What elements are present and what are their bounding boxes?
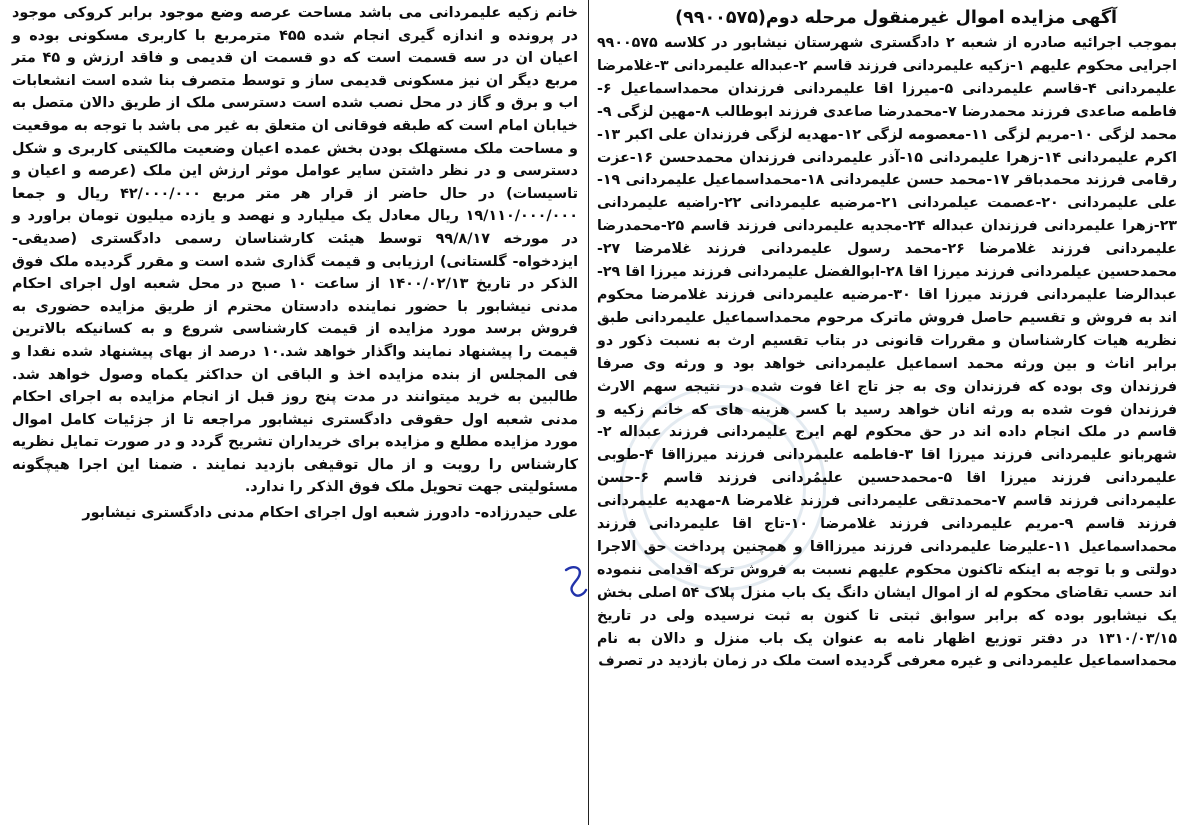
left-column [0,0,588,600]
handwritten-signature-mark [560,560,590,600]
notice-body-part-1: بموجب اجرائیه صادره از شعبه ۲ دادگستری شهرستان نیشابور در کلاسه ۹۹۰۰۵۷۵ اجرایی محکوم علیهم ۱-زکیه علیمردانی فرزند قاسم ۲-عبداله علیمردانی ۳-غلامرضا علیمردانی ۴-قاسم علیمردانی ۵-میرزا اقا علیمردانی فرزندان محمداسماعیل ۶-فاطمه صاعدی فرزند محمدرضا ۷-محمدرضا صاعدی فرزند ابوطالب ۸-مهین لزگی ۹-محمد لزگی ۱۰-مریم لزگی ۱۱-معصومه لزگی ۱۲-مهدیه لزگی فرزندان علی اکبر ۱۳-اکرم علیمردانی ۱۴-زهرا علیمردانی ۱۵-آذر علیمردانی فرزندان محمدحسن ۱۶-عزت رقامی فرزند محمدباقر ۱۷-محمد حسن علیمردانی ۱۸-محمداسماعیل علیمردانی ۱۹-علی علیمردانی ۲۰-عصمت عیلمردانی ۲۱-مرضیه علیمردانی ۲۲-راضیه علیمردانی ۲۳-زهرا علیمردانی فرزندان عبداله ۲۴-مجدیه علیمردانی فرزند قاسم ۲۵-محمدرضا علیمردانی فرزند غلامرضا ۲۶-محمد رسول علیمردانی فرزند غلامرضا ۲۷-محمدحسین عیلمردانی فرزند میرزا اقا ۲۸-ابوالفضل علیمردانی فرزند میرزا اقا ۲۹-عبدالرضا علیمردانی فرزند میرزا اقا ۳۰-مرضیه علیمردانی فرزند غلامرضا محکوم اند به فروش و تقسیم حاصل فروش ماترک مرحوم محمداسماعیل علیمردانی طبق نظریه هیات کارشناسان و مقررات قانونی در بتاب تقسیم ارث به نسبت ذکور دو برابر اناث و بین ورثه محمد اسماعیل علیمردانی خواهد بود و ورثه وی صرفا فرزندان وی بوده که فرزندان وی به جز تاج اغا فوت شده در نتیجه سهم الارث فرزندان فوت شده به ورثه انان خواهد رسید با کسر هزینه های که خانم زکیه و قاسم در ملک انجام داده اند در حق محکوم لهم ایرج علیمردانی فرزند عبداله ۲-شهربانو علیمردانی فرزند میرزا اقا ۳-فاطمه علیمردانی فرزند میرزااقا ۴-طوبی علیمردانی فرزند میرزا اقا ۵-محمدحسین علیمُردانی فرزند قاسم ۶-حسن علیمردانی فرزند قاسم ۷-محمدتقی علیمردانی فرزند غلامرضا ۸-مهدیه علیمردانی فرزند قاسم ۹-مریم علیمردانی فرزند غلامرضا ۱۰-تاج اقا علیمردانی فرزند محمداسماعیل ۱۱-علیرضا علیمردانی فرزند میرزااقا و همچنین پرداخت حق الاجرا دولتی و با توجه به اینکه تاکنون محکوم علیهم نسبت به فروش ترکه اقدامی ننموده اند حسب تقاضای محکوم له از اموال ایشان دانگ یک باب منزل پلاک ۵۴ اصلی بخش یک نیشابور بوده که برابر سوابق ثبتی تا کنون به ثبت نرسیده ولی در تاریخ ۱۳۱۰/۰۳/۱۵ در دفتر توزیع اظهار نامه به عنوان یک باب منزل و دالان به نام محمداسماعیل علیمردانی و غیره معرفی گردیده است ملک در زمان بازدید در تصرف [597,35,1178,670]
notice-title: آگهی مزایده اموال غیرمنقول مرحله دوم(۹۹۰۰۵۷۵) [675,8,1117,28]
right-column [588,0,1185,825]
notice-body-part-2: خانم زکیه علیمردانی می باشد مساحت عرصه وضع موجود برابر کروکی موجود در پرونده و اندازه گیری انجام شده ۴۵۵ مترمربع با کاربری مسکونی بوده و اعیان ان در سه قسمت است که دو قسمت ان قدیمی و فاقد ارزش و ۴۵ متر مربع دیگر ان نیز مسکونی قدیمی ساز و توسط متصرف بنا شده است انشعابات اب و برق و گاز در محل نصب شده است دسترسی ملک از طریق دالان متصل به خیابان امام است که طبقه فوقانی ان متعلق به غیر می باشد با توجه به موقعیت و مساحت ملک مستهلک بودن بخش عمده اعیان وضعیت مالکیتی کاربری و شکل دسترسی و در نظر داشتن سایر عوامل موثر ارزش این ملک (عرصه و اعیان و تاسیسات) در حال حاضر از قرار هر متر مربع ۴۲/۰۰۰/۰۰۰ ریال و جمعا ۱۹/۱۱۰/۰۰۰/۰۰۰ ریال معادل یک میلیارد و نهصد و یازده میلیون تومان براورد و در مورخه ۹۹/۸/۱۷ توسط هیئت کارشناسان رسمی دادگستری (صدیقی- ایزدخواه- گلستانی) ارزیابی و قیمت گذاری شده است و مقرر گردیده ملک فوق الذکر در تاریخ ۱۴۰۰/۰۲/۱۳ از ساعت ۱۰ صبح در محل شعبه اول اجرای احکام مدنی نیشابور با حضور نماینده دادستان محترم از طریق مزایده حضوری به فروش برسد مورد مزایده از قیمت کارشناسی شروع و به کسانیکه بالاترین قیمت را پیشنهاد نمایند واگذار خواهد شد.۱۰ درصد از بهای پیشنهاد شده نقدا و فی المجلس از بنده مزایده اخذ و الباقی ان حداکثر یکماه وصول خواهد شد. طالبین به خرید میتوانند در مدت پنج روز قبل از انجام مزایده به اجرای احکام مدنی شعبه اول حقوقی دادگستری نیشابور مراجعه تا از جزئیات کامل اموال مورد مزایده مطلع و مزایده برای خریداران تشریح گردد و در صورت تمایل نظریه کارشناس را رویت و از مال توقیفی بازدید نمایند . ضمنا این اجرا هیچگونه مسئولیتی جهت تحویل ملک فوق الذکر را ندارد. [12,5,579,496]
signature-line: علی حیدرزاده- دادورز شعبه اول اجرای احکام مدنی دادگستری نیشابور [82,505,578,522]
